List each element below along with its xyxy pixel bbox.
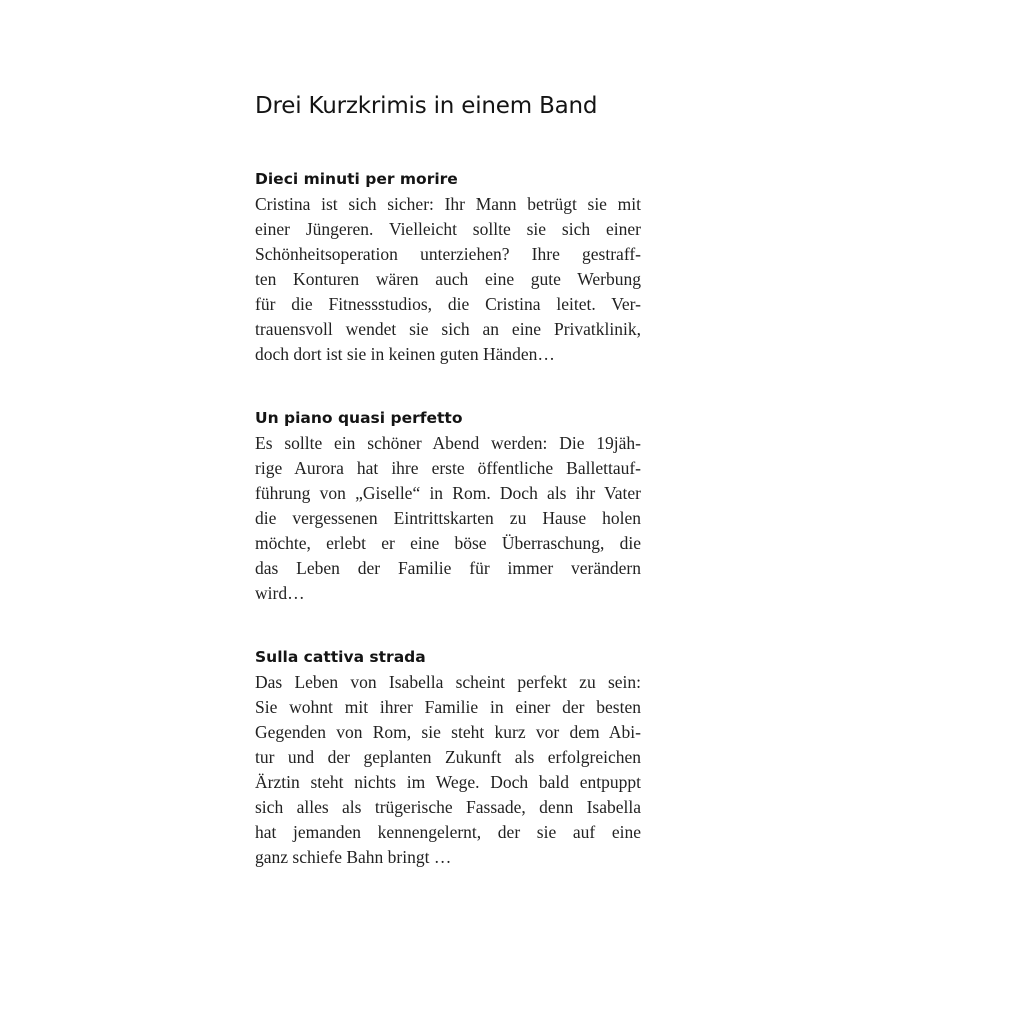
summary-line: hat jemanden kennengelernt, der sie auf eine [255,822,641,842]
story-title: Sulla cattiva strada [255,648,426,666]
summary-line: einer Jüngeren. Vielleicht sollte sie sich einer [255,219,641,239]
story-2 [255,406,641,606]
story-1 [255,167,641,367]
story-title: Dieci minuti per morire [255,170,458,188]
story-summary [255,431,641,606]
summary-line: das Leben der Familie für immer verändern [255,558,641,578]
summary-line: ganz schiefe Bahn bringt … [255,847,452,867]
summary-line: die vergessenen Eintrittskarten zu Hause holen [255,508,641,528]
page-heading: Drei Kurzkrimis in einem Band [255,93,598,119]
summary-line: Das Leben von Isabella scheint perfekt zu sein: [255,672,641,692]
summary-line: trauensvoll wendet sie sich an eine Privatklinik, [255,319,641,339]
summary-line: Cristina ist sich sicher: Ihr Mann betrügt sie mit [255,194,641,214]
page-content [255,90,641,909]
summary-line: tur und der geplanten Zukunft als erfolgreichen [255,747,641,767]
summary-line: sich alles als trügerische Fassade, denn Isabella [255,797,641,817]
summary-line: für die Fitnessstudios, die Cristina leitet. Ver- [255,294,641,314]
summary-line: Ärztin steht nichts im Wege. Doch bald entpuppt [255,772,641,792]
summary-line: möchte, erlebt er eine böse Überraschung, die [255,533,641,553]
summary-line: Sie wohnt mit ihrer Familie in einer der besten [255,697,641,717]
summary-line: Schönheitsoperation unterziehen? Ihre gestraff- [255,244,641,264]
story-summary [255,670,641,870]
summary-line: wird… [255,583,305,603]
summary-line: führung von „Giselle“ in Rom. Doch als ihr Vater [255,483,641,503]
summary-line: doch dort ist sie in keinen guten Händen… [255,344,555,364]
story-summary [255,192,641,367]
summary-line: Es sollte ein schöner Abend werden: Die 19jäh- [255,433,641,453]
summary-line: rige Aurora hat ihre erste öffentliche Ballettauf- [255,458,641,478]
summary-line: ten Konturen wären auch eine gute Werbung [255,269,641,289]
story-title: Un piano quasi perfetto [255,409,463,427]
summary-line: Gegenden von Rom, sie steht kurz vor dem Abi- [255,722,641,742]
story-3 [255,645,641,870]
